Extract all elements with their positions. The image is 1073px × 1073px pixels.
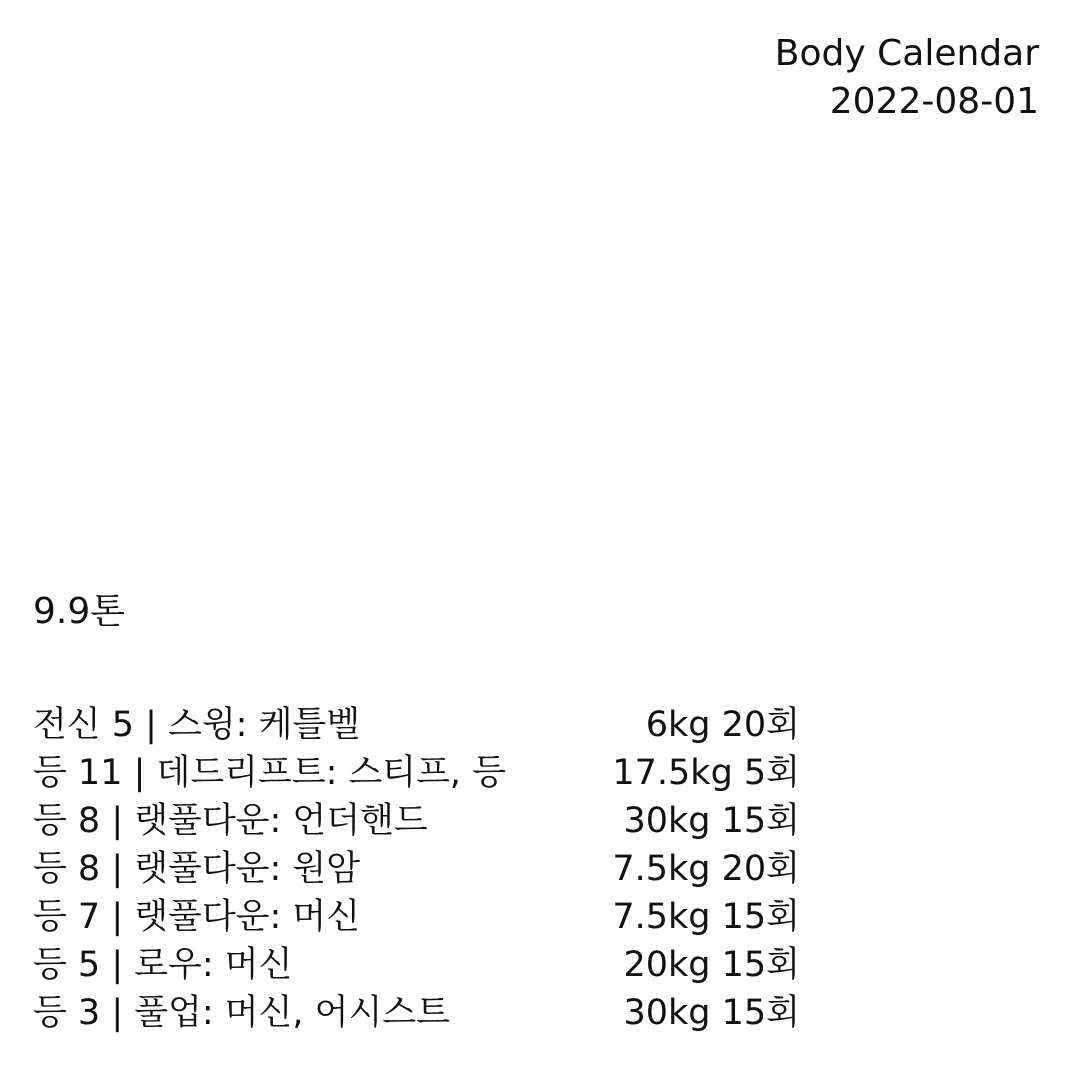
workout-amount: 7.5kg 15회: [612, 897, 800, 937]
header: [775, 30, 1039, 126]
workout-row: [33, 893, 800, 941]
workout-name: 등 8 | 랫풀다운: 원암: [33, 849, 361, 889]
workout-row: [33, 845, 800, 893]
workout-list: [33, 701, 800, 1037]
workout-name: 등 7 | 랫풀다운: 머신: [33, 897, 361, 937]
workout-amount: 7.5kg 20회: [612, 849, 800, 889]
workout-row: [33, 797, 800, 845]
workout-amount: 17.5kg 5회: [612, 753, 800, 793]
workout-amount: 30kg 15회: [623, 993, 800, 1033]
record-date: 2022-08-01: [829, 81, 1039, 122]
workout-amount: 20kg 15회: [623, 945, 800, 985]
total-volume: 9.9톤: [33, 591, 126, 632]
workout-name: 전신 5 | 스윙: 케틀벨: [33, 705, 361, 745]
workout-row: [33, 941, 800, 989]
workout-amount: 30kg 15회: [623, 801, 800, 841]
workout-name: 등 8 | 랫풀다운: 언더핸드: [33, 801, 428, 841]
workout-name: 등 3 | 풀업: 머신, 어시스트: [33, 993, 450, 1033]
workout-row: [33, 701, 800, 749]
workout-name: 등 11 | 데드리프트: 스티프, 등: [33, 753, 506, 793]
workout-row: [33, 749, 800, 797]
workout-row: [33, 989, 800, 1037]
workout-amount: 6kg 20회: [645, 705, 800, 745]
workout-name: 등 5 | 로우: 머신: [33, 945, 293, 985]
app-title: Body Calendar: [774, 33, 1039, 74]
